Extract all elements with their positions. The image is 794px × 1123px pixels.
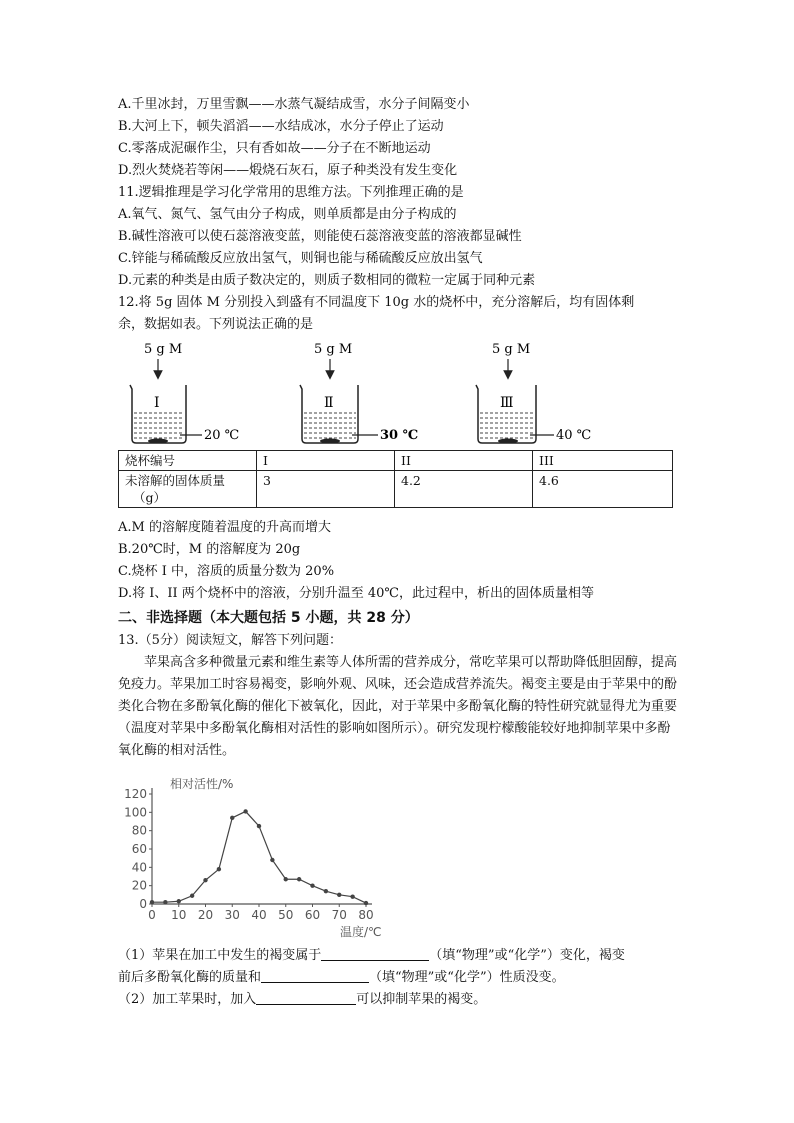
data-point <box>270 858 274 862</box>
table-row <box>119 471 673 508</box>
data-point <box>350 894 354 898</box>
chart-ylabel: 相对活性/% <box>170 777 234 791</box>
beaker-2-label: 5 g M <box>314 342 353 357</box>
beaker-3 <box>476 342 591 444</box>
table-header-cell: I <box>257 451 395 471</box>
q11-option-c: C.锌能与稀硫酸反应放出氢气，则铜也能与稀硫酸反应放出氢气 <box>118 251 483 266</box>
x-tick-label: 50 <box>278 908 294 922</box>
data-point <box>297 877 301 881</box>
data-point <box>190 894 194 898</box>
table-header-cell: III <box>533 451 673 471</box>
data-point <box>217 867 221 871</box>
q10-option-d: D.烈火焚烧若等闲——煅烧石灰石，原子种类没有发生变化 <box>118 163 458 178</box>
table-header-cell: 烧杯编号 <box>119 451 257 471</box>
data-point <box>337 893 341 897</box>
row-label-line2: （g） <box>133 490 167 505</box>
x-tick-label: 80 <box>358 908 374 922</box>
data-point <box>230 816 234 820</box>
beakers-figure <box>118 335 678 450</box>
x-tick-label: 20 <box>197 908 214 922</box>
chart-xlabel: 温度/℃ <box>340 925 382 939</box>
q13-sub1-text-a: （1）苹果在加工中发生的褐变属于 <box>118 948 322 963</box>
q11-option-b: B.碱性溶液可以使石蕊溶液变蓝，则能使石蕊溶液变蓝的溶液都显碱性 <box>118 229 522 244</box>
q10-option-b: B.大河上下，顿失滔滔——水结成冰，水分子停止了运动 <box>118 119 444 134</box>
table-row-label <box>119 471 257 508</box>
y-tick-label: 0 <box>139 897 147 911</box>
x-tick-label: 60 <box>304 908 321 922</box>
data-point <box>257 824 261 828</box>
q12-option-d: D.将 I、II 两个烧杯中的溶液，分别升温至 40℃，此过程中，析出的固体质量相等 <box>118 586 594 601</box>
table-cell: 4.6 <box>533 471 673 508</box>
q13-sub2-line <box>118 990 486 1009</box>
beaker-2 <box>300 342 418 444</box>
beaker-3-label: 5 g M <box>492 342 531 357</box>
q12-option-b: B.20℃时，M 的溶解度为 20g <box>118 542 301 557</box>
q12-data-table <box>118 450 673 508</box>
data-point <box>243 809 247 813</box>
q11-stem: 11.逻辑推理是学习化学常用的思维方法。下列推理正确的是 <box>118 185 464 200</box>
x-tick-label: 0 <box>148 908 156 922</box>
q13-passage: 苹果高含多种微量元素和维生素等人体所需的营养成分，常吃苹果可以帮助降低胆固醇，提高免疫力。苹果加工时容易褐变，影响外观、风味，还会造成营养流失。褐变主要是由于苹果中的酚类化合物在多酚氧化酶的催化下被氧化，因此，对于苹果中多酚氧化酶的特性研究就显得尤为重要（温度对苹果中多酚氧化酶相对活性的影响如图所示）。研究发现柠檬酸能较好地抑制苹果中多酚氧化酶的相对活性。 <box>118 655 678 758</box>
data-point <box>284 877 288 881</box>
data-point <box>364 901 368 905</box>
y-tick-label: 100 <box>124 805 147 820</box>
table-cell: 3 <box>257 471 395 508</box>
q12-option-c: C.烧杯 I 中，溶质的质量分数为 20% <box>118 564 335 579</box>
x-tick-label: 30 <box>224 908 240 922</box>
y-tick-label: 80 <box>131 823 147 838</box>
table-header-cell: II <box>395 451 533 471</box>
answer-blank-1[interactable] <box>321 946 429 961</box>
beaker-1 <box>130 342 239 444</box>
beaker-2-temp: 30 ℃ <box>380 428 419 443</box>
q13-sub2-text-a: （2）加工苹果时，加入 <box>118 992 257 1007</box>
data-point <box>163 900 167 904</box>
y-tick-label: 60 <box>131 842 147 856</box>
y-tick-label: 120 <box>124 787 147 801</box>
beaker-2-numeral: Ⅱ <box>324 395 334 411</box>
beaker-1-temp: 20 ℃ <box>204 428 240 443</box>
q13-sub1-text-c: 前后多酚氧化酶的质量和 <box>118 970 262 985</box>
x-tick-label: 70 <box>331 908 347 922</box>
x-tick-label: 40 <box>251 908 267 922</box>
table-cell: 4.2 <box>395 471 533 508</box>
q12-stem-line1: 12.将 5g 固体 M 分别投入到盛有不同温度下 10g 水的烧杯中，充分溶解后，均有固体剩 <box>118 295 635 310</box>
data-point <box>150 900 154 904</box>
q11-option-a: A.氧气、氮气、氢气由分子构成，则单质都是由分子构成的 <box>118 207 457 222</box>
x-tick-label: 10 <box>171 908 187 922</box>
y-tick-label: 20 <box>131 878 147 893</box>
data-point <box>324 889 328 893</box>
q12-option-a: A.M 的溶解度随着温度的升高而增大 <box>118 520 331 535</box>
activity-chart <box>118 772 398 942</box>
beaker-1-label: 5 g M <box>144 342 183 357</box>
beaker-3-temp: 40 ℃ <box>556 428 592 443</box>
q10-option-a: A.千里冰封，万里雪飘——水蒸气凝结成雪，水分子间隔变小 <box>118 97 470 112</box>
q13-sub1-text-d: （填“物理”或“化学”）性质没变。 <box>369 970 565 985</box>
q13-sub1-line1 <box>118 946 625 965</box>
answer-blank-3[interactable] <box>256 990 356 1005</box>
q12-stem-line2: 余，数据如表。下列说法正确的是 <box>118 317 314 332</box>
beaker-1-numeral: I <box>154 395 160 411</box>
q11-option-d: D.元素的种类是由质子数决定的，则质子数相同的微粒一定属于同种元素 <box>118 273 536 288</box>
beaker-3-numeral: Ⅲ <box>500 395 514 411</box>
table-header-row <box>119 451 673 471</box>
row-label-line1: 未溶解的固体质量 <box>125 473 226 488</box>
chart-marks <box>150 809 368 905</box>
section-2-title: 二、非选择题（本大题包括 5 小题，共 28 分） <box>118 610 419 626</box>
answer-blank-2[interactable] <box>261 968 369 983</box>
q10-option-c: C.零落成泥碾作尘，只有香如故——分子在不断地运动 <box>118 141 431 156</box>
q13-stem: 13.（5分）阅读短文，解答下列问题： <box>118 633 342 648</box>
q13-sub1-line2 <box>118 968 565 987</box>
data-point <box>177 899 181 903</box>
q13-sub2-text-b: 可以抑制苹果的褐变。 <box>356 992 487 1007</box>
y-tick-label: 40 <box>131 860 147 875</box>
data-point <box>310 883 314 887</box>
data-point <box>203 878 207 882</box>
q13-sub1-text-b: （填“物理”或“化学”）变化，褐变 <box>429 948 625 963</box>
